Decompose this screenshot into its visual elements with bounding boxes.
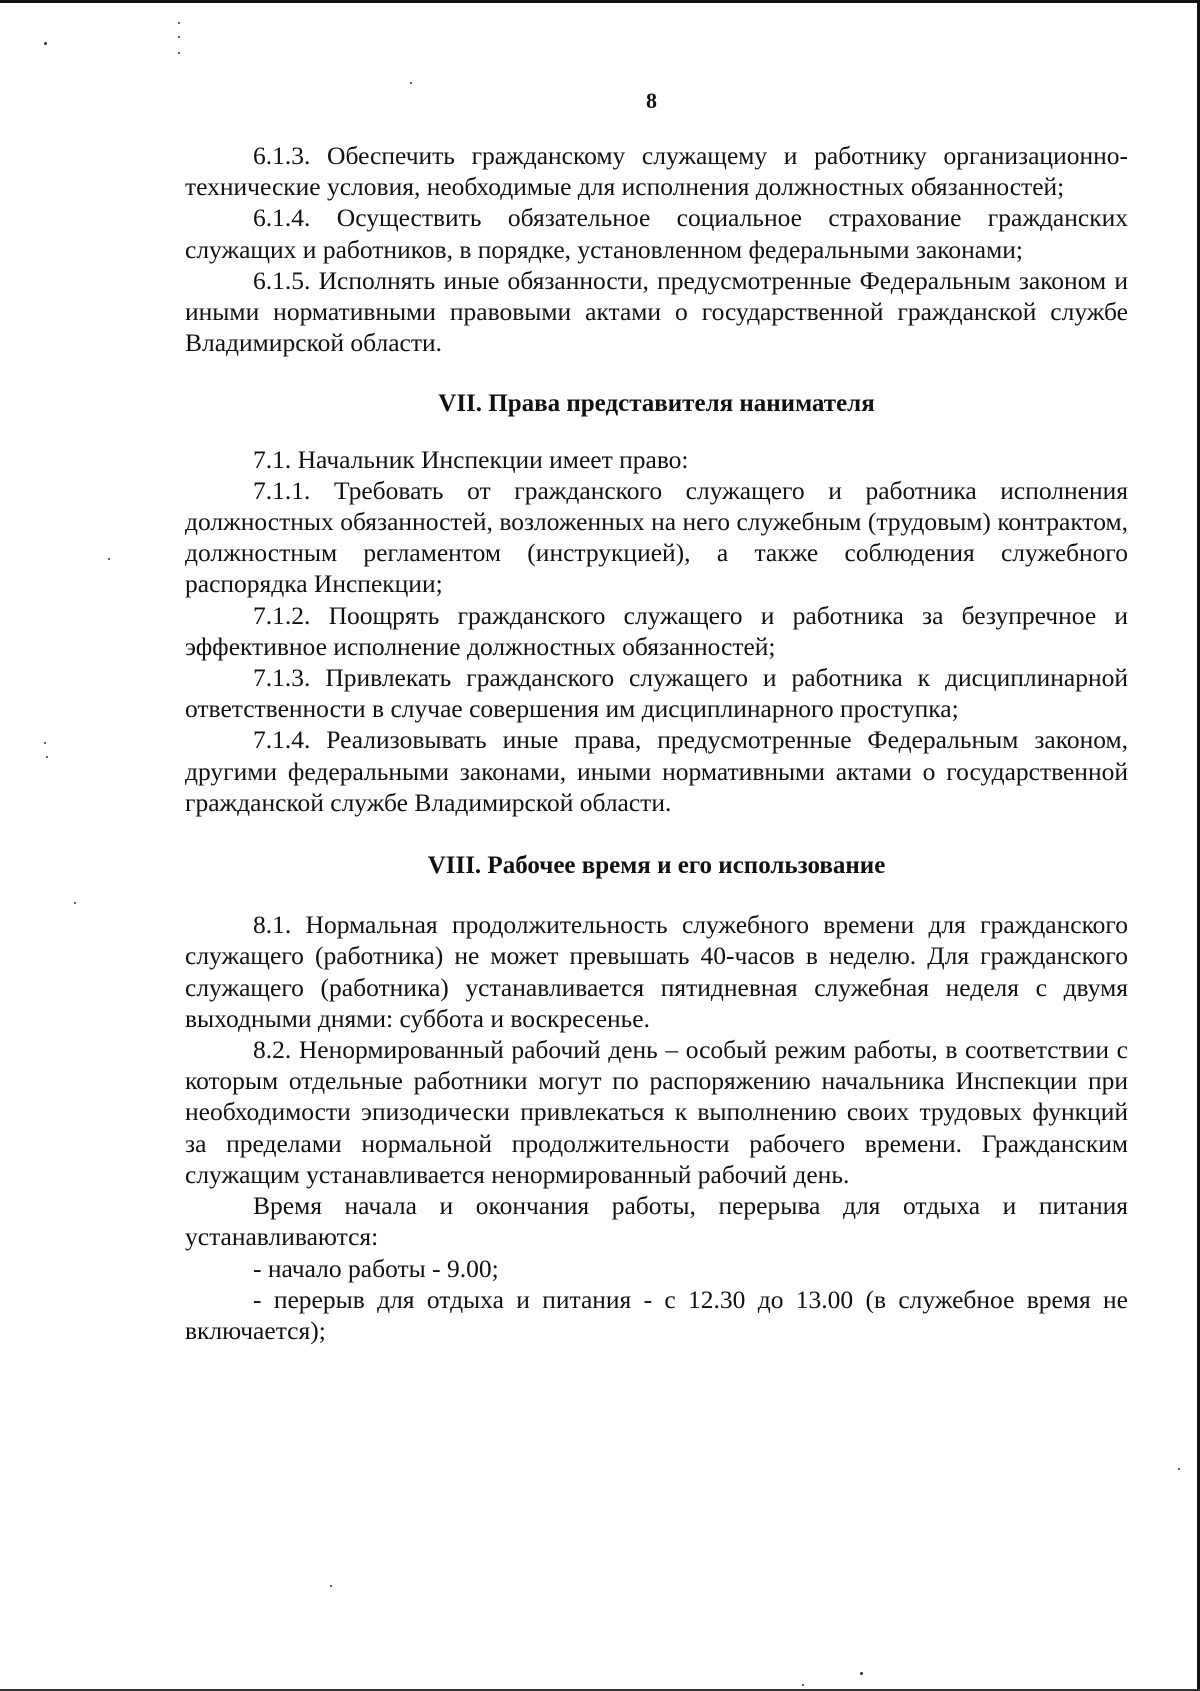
- scan-speck: [178, 22, 180, 24]
- section-vii: [185, 444, 1128, 818]
- scan-speck: [330, 1585, 332, 1587]
- paragraph-7-1-2: 7.1.2. Поощрять гражданского служащего и работника за безупречное и эффективное исполнение должностных обязанностей;: [185, 600, 1128, 661]
- scan-speck: [802, 1684, 804, 1686]
- paragraph-8-1: 8.1. Нормальная продолжительность служебного времени для гражданского служащего (работника) не может превышать 40-часов в неделю. Для гражданского служащего (работника) устанавливается пятидневная служебная неделя с двумя выходными днями: суббота и воскресенье.: [185, 910, 1128, 1033]
- paragraph-6-1-4: 6.1.4. Осуществить обязательное социальное страхование гражданских служащих и работников, в порядке, установленном федеральными законами;: [185, 203, 1128, 264]
- paragraph-6-1-3: 6.1.3. Обеспечить гражданскому служащему и работнику организационно-технические условия, необходимые для исполнения должностных обязанностей;: [185, 141, 1128, 202]
- paragraph-7-1-1: 7.1.1. Требовать от гражданского служащего и работника исполнения должностных обязанностей, возложенных на него служебным (трудовым) контрактом, должностным регламентом (инструкцией), а также соблюдения служебного распорядка Инспекции;: [185, 475, 1128, 599]
- paragraph-lunch-break: - перерыв для отдыха и питания - с 12.30 до 13.00 (в служебное время не включается);: [185, 1284, 1128, 1345]
- scan-speck: [410, 82, 412, 84]
- document-body: [185, 140, 1128, 1346]
- section-heading-vii: VII. Права представителя нанимателя: [438, 390, 875, 418]
- paragraph-7-1-4: 7.1.4. Реализовывать иные права, предусмотренные Федеральным законом, другими федеральными законами, иными нормативными актами о государственной гражданской службе Владимирской области.: [185, 725, 1128, 817]
- paragraph-work-hours-intro: Время начала и окончания работы, перерыва для отдыха и питания устанавливаются:: [185, 1191, 1128, 1252]
- section-viii: [185, 909, 1128, 1346]
- scan-speck: [44, 42, 47, 45]
- scan-speck: [860, 1672, 863, 1675]
- scan-speck: [1178, 1468, 1180, 1470]
- paragraph-6-1-5: 6.1.5. Исполнять иные обязанности, предусмотренные Федеральным законом и иными нормативными правовыми актами о государственной гражданской службе Владимирской области.: [185, 265, 1128, 358]
- paragraph-work-start: - начало работы - 9.00;: [253, 1253, 499, 1283]
- section-heading-viii: VIII. Рабочее время и его использование: [427, 852, 886, 880]
- page-number: 8: [646, 88, 657, 113]
- scan-border-top: [0, 0, 1200, 3]
- paragraph-7-1-3: 7.1.3. Привлекать гражданского служащего и работника к дисциплинарной ответственности в случае совершения им дисциплинарного проступка;: [185, 663, 1128, 724]
- scan-speck: [44, 742, 46, 744]
- section-6-end: [185, 140, 1128, 358]
- paragraph-8-2: 8.2. Ненормированный рабочий день – особый режим работы, в соответствии с которым отдельные работники могут по распоряжению начальника Инспекции при необходимости эпизодически привлекаться к выполнению своих трудовых функций за пределами нормальной продолжительности рабочего времени. Гражданским служащим устанавливается ненормированный рабочий день.: [185, 1035, 1128, 1189]
- paragraph-7-1: 7.1. Начальник Инспекции имеет право:: [253, 444, 689, 474]
- scan-speck: [178, 52, 180, 54]
- scan-speck: [108, 558, 110, 560]
- scan-speck: [74, 902, 76, 904]
- scan-speck: [46, 756, 48, 758]
- scan-speck: [178, 36, 180, 38]
